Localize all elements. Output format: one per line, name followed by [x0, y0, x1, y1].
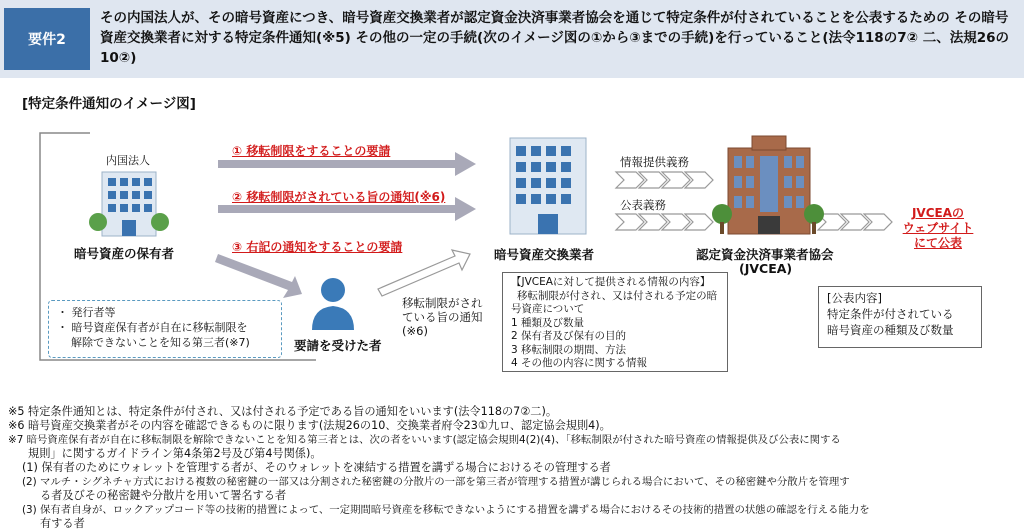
figure-title: [特定条件通知のイメージ図] [22, 96, 196, 112]
footnote: 有する者 [40, 517, 85, 530]
request-arrow-3 [215, 254, 302, 298]
holder-label: 暗号資産の保有者 [74, 246, 175, 261]
requested-list-item: ・ 暗号資産保有者が自在に移転制限を [57, 321, 248, 334]
footnote: ※7 暗号資産保有者が自在に移転制限を解除できないことを知る第三者とは、次の者をいいます(認定協会規則4(2)(4)、「移転制限が付された暗号資産の情報提供及び公表に関する [8, 434, 841, 446]
info-line: 号資産について [511, 303, 585, 315]
footnote: (3) 保有者自身が、ロックアップコード等の技術的措置によって、一定期間暗号資産を移転できないようにする措置を講ずる場合におけるその技術的措置の状態の確認を行える能力を [22, 504, 870, 516]
holder-building-icon [89, 172, 169, 236]
exchange-label: 暗号資産交換業者 [494, 247, 595, 262]
publish-flow-label: 公表義務 [620, 198, 666, 212]
exchange-building-icon [510, 138, 586, 234]
requirement-text: その内国法人が、その暗号資産につき、暗号資産交換業者が認定資金決済事業者協会を通じて特定条件が付されていることを公表するための その暗号資産交換業者に対する特定条件通知(※5) その他の一定の手続(次のイメージ図の①から③までの手続)を行っていること(法令118の7② 二、法規26の10②) [100, 10, 1010, 66]
info-flow-chevrons [616, 172, 713, 188]
info-flow-label: 情報提供義務 [620, 155, 689, 169]
info-line: 1 種類及び数量 [511, 316, 585, 329]
footnote: ※5 特定条件通知とは、特定条件が付され、又は付される予定である旨の通知をいいます(法令118の7②二)。 [8, 405, 558, 418]
publish-line: 暗号資産の種類及び数量 [827, 323, 954, 337]
requested-list-item: 解除できないことを知る第三者(※7) [71, 336, 250, 349]
notice-arrow [378, 250, 470, 296]
info-line: 4 その他の内容に関する情報 [511, 357, 648, 369]
publish-line: 特定条件が付されている [827, 307, 954, 321]
notice-label: 移転制限がされ ている旨の通知 (※6) [402, 296, 483, 338]
requested-list-item: ・ 発行者等 [57, 306, 116, 319]
info-box-title: 【JVCEAに対して提供される情報の内容】 [511, 276, 711, 288]
publish-box-title: [公表内容] [827, 291, 882, 305]
jvcea-label: 認定資金決済事業者協会 [696, 247, 834, 262]
request-1-label: ① 移転制限をすることの要請 [232, 144, 391, 158]
publish-content-box [818, 286, 982, 348]
jvcea-building-icon [712, 136, 824, 234]
request-3-label: ③ 右記の通知をすることの要請 [232, 240, 403, 254]
info-line: 移転制限が付され、又は付される予定の暗 [517, 289, 718, 302]
footnote: る者及びその秘密鍵や分散片を用いて署名する者 [40, 489, 287, 502]
info-content-box [502, 272, 728, 372]
footnote: 規則」に関するガイドライン第4条第2号及び第4号関係)。 [28, 447, 322, 460]
jvcea-abbr-label: (JVCEA) [739, 261, 793, 276]
footnote: (1) 保有者のためにウォレットを管理する者が、そのウォレットを凍結する措置を講ずる場合におけるその管理する者 [22, 461, 611, 474]
requested-list-box [48, 300, 282, 358]
request-2-label: ② 移転制限がされている旨の通知(※6) [232, 190, 446, 204]
footnote: ※6 暗号資産交換業者がその内容を確認できるものに限ります(法規26の10、交換業者府令23①九ロ、認定協会規則4)。 [8, 419, 611, 432]
requested-label: 要請を受けた者 [294, 338, 382, 353]
publish-site-label: JVCEAの ウェブサイト にて公表 [902, 206, 974, 250]
info-line: 2 保有者及び保有の目的 [511, 330, 627, 342]
requirement-badge: 要件2 [4, 8, 90, 70]
info-line: 3 移転制限の期間、方法 [511, 343, 627, 356]
person-icon [312, 278, 354, 330]
holder-top-label: 内国法人 [106, 154, 150, 167]
footnote: (2) マルチ・シグネチャ方式における複数の秘密鍵の一部又は分割された秘密鍵の分散片の一部を第三者が管理する措置が講じられる場合において、その秘密鍵や分散片を管理す [22, 476, 850, 488]
